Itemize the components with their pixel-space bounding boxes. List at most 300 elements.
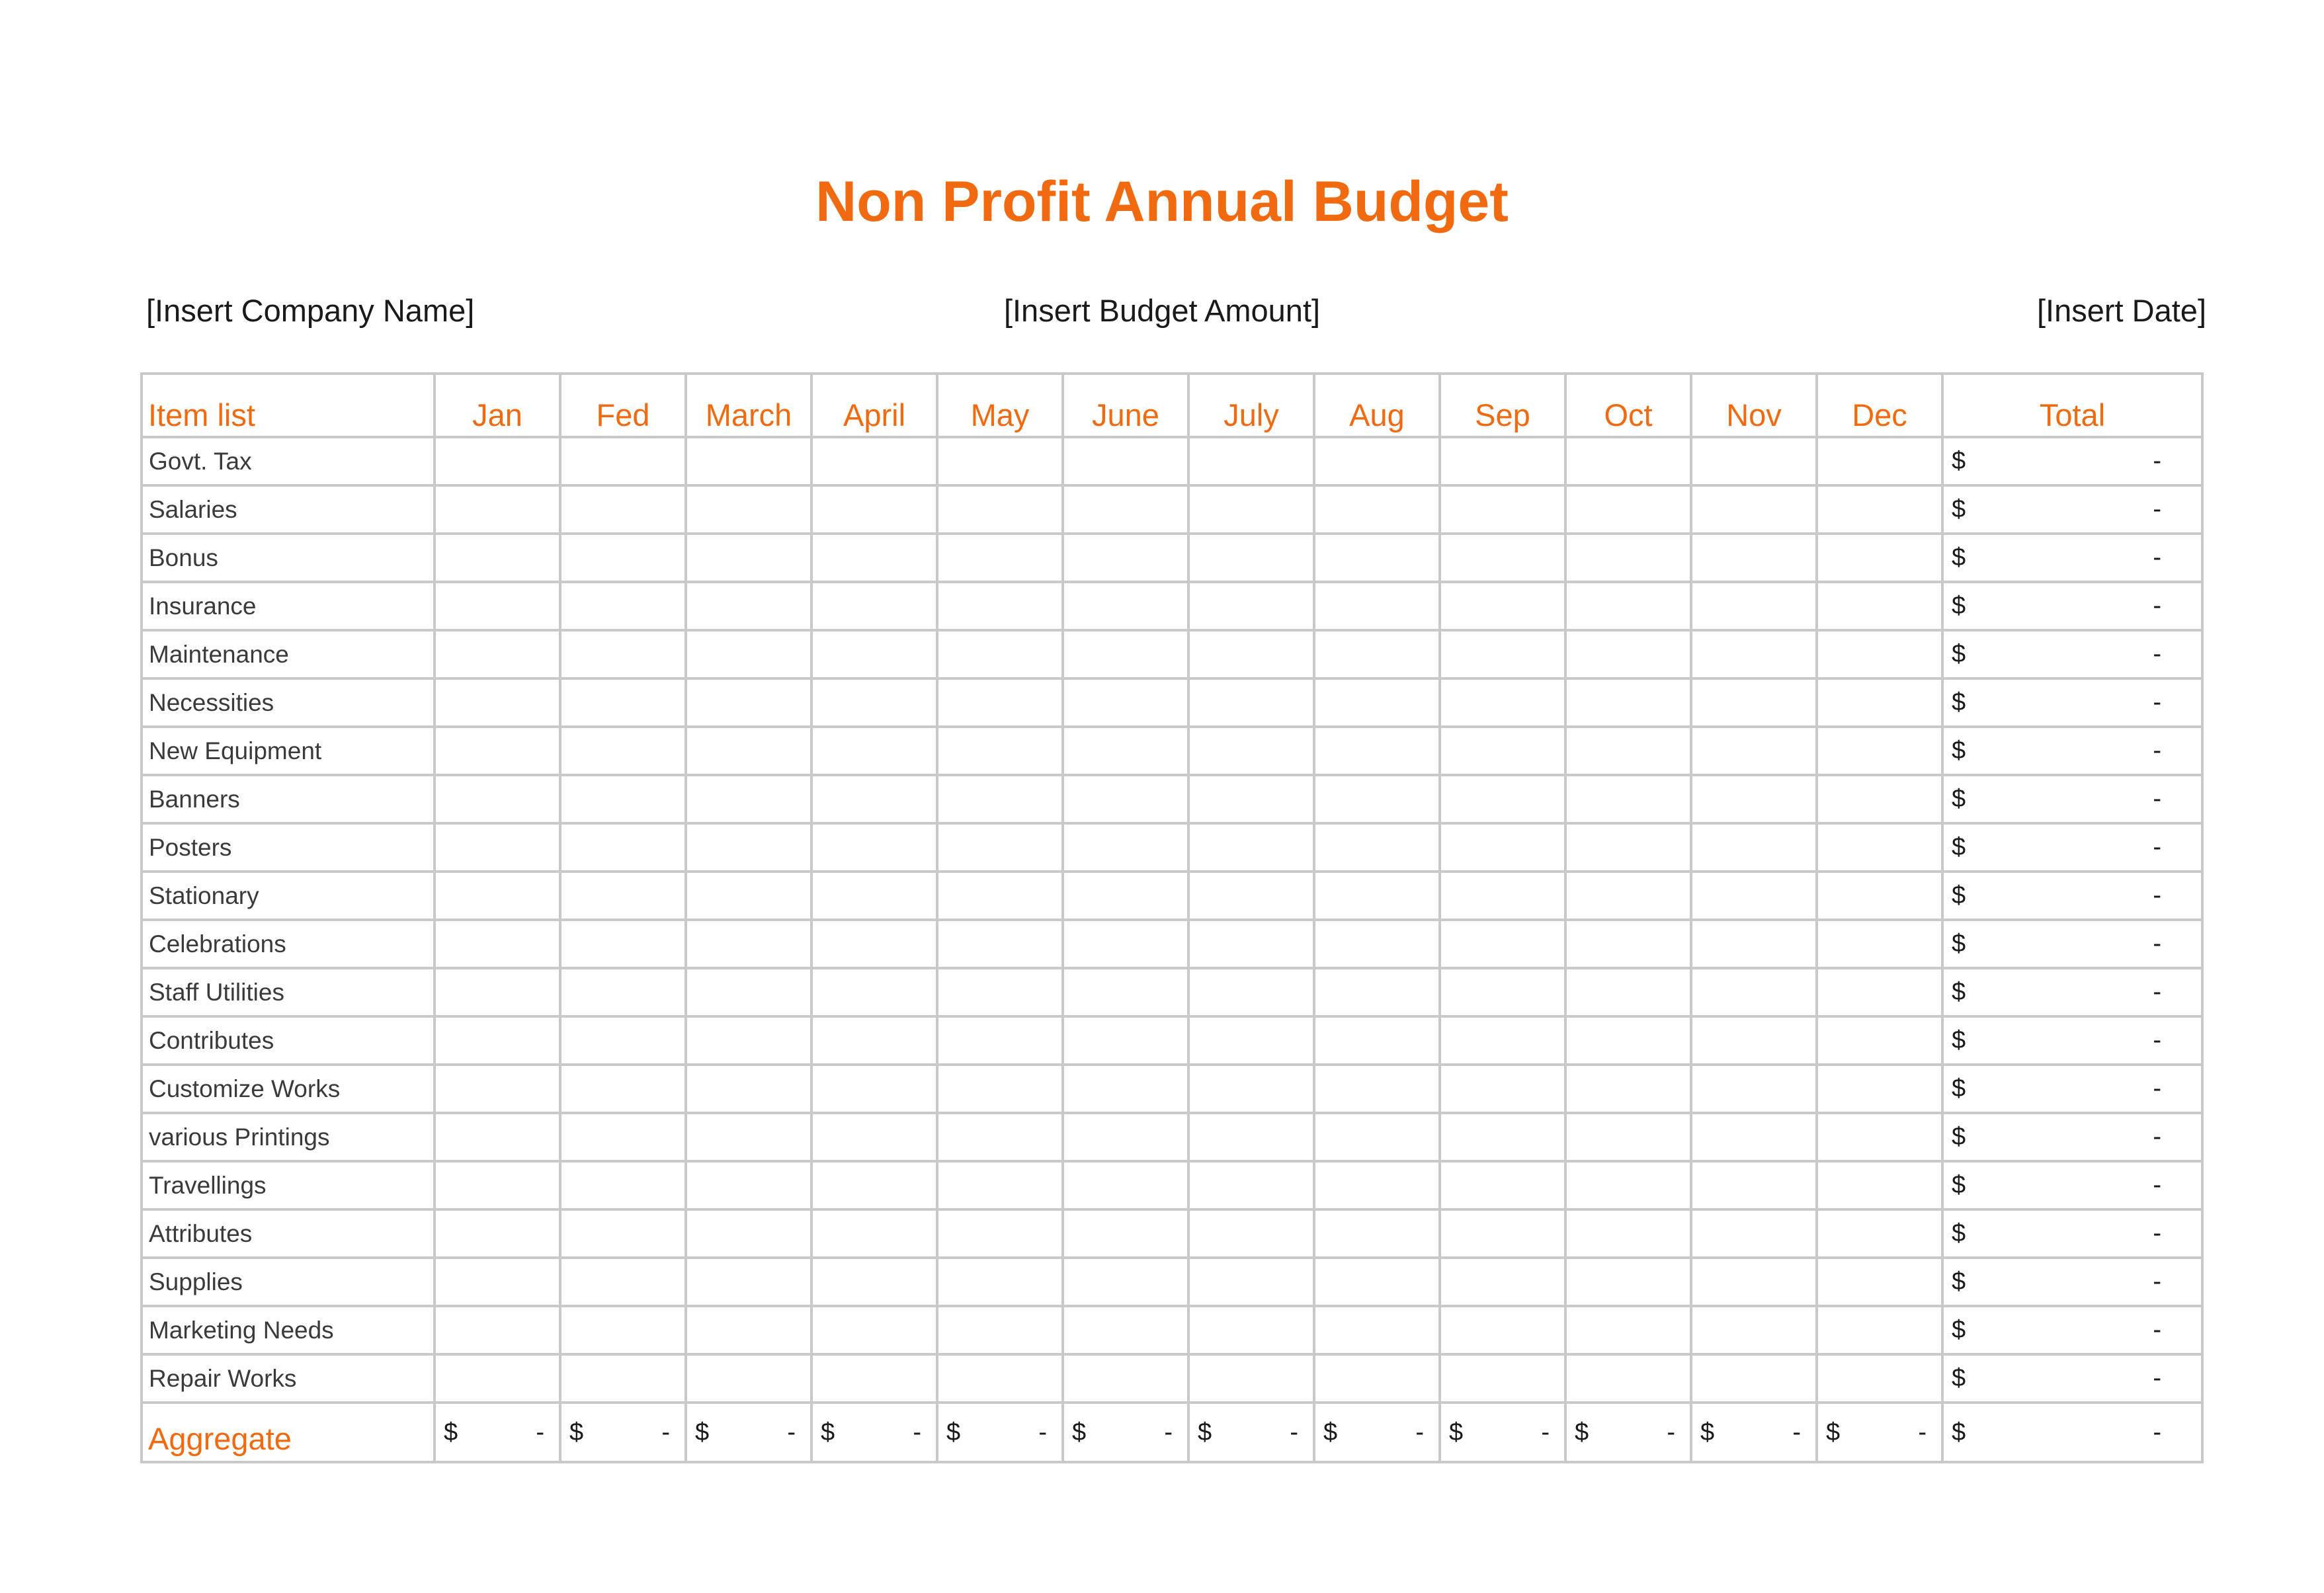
total-cell[interactable] xyxy=(1942,823,2202,872)
month-value-cell[interactable] xyxy=(937,1113,1063,1161)
month-value-cell[interactable] xyxy=(1440,1354,1565,1403)
month-value-cell[interactable] xyxy=(1188,727,1314,775)
month-value-cell[interactable] xyxy=(1063,1065,1188,1113)
month-value-cell[interactable] xyxy=(1188,775,1314,823)
month-value-cell[interactable] xyxy=(435,1354,560,1403)
month-value-cell[interactable] xyxy=(1565,1354,1691,1403)
month-value-cell[interactable] xyxy=(937,1065,1063,1113)
month-value-cell[interactable] xyxy=(1565,1113,1691,1161)
month-value-cell[interactable] xyxy=(560,727,686,775)
month-value-cell[interactable] xyxy=(435,1258,560,1306)
currency-symbol: $ xyxy=(1952,1171,1966,1199)
month-value-cell[interactable] xyxy=(1691,1113,1817,1161)
month-value-cell[interactable] xyxy=(811,727,937,775)
month-value-cell[interactable] xyxy=(435,823,560,872)
month-value-cell[interactable] xyxy=(1440,1016,1565,1065)
month-value-cell[interactable] xyxy=(1565,630,1691,678)
month-value-cell[interactable] xyxy=(1817,1209,1942,1258)
currency-symbol: $ xyxy=(1952,640,1966,668)
month-value-cell[interactable] xyxy=(937,872,1063,920)
month-value-cell[interactable] xyxy=(1440,630,1565,678)
month-value-cell[interactable] xyxy=(937,582,1063,630)
header-row xyxy=(142,374,2202,437)
month-value-cell[interactable] xyxy=(1691,485,1817,534)
month-value-cell[interactable] xyxy=(1691,437,1817,485)
aggregate-month-cell[interactable] xyxy=(1565,1403,1691,1462)
month-value-cell[interactable] xyxy=(435,1306,560,1354)
month-value-cell[interactable] xyxy=(1440,775,1565,823)
month-value-cell[interactable] xyxy=(1314,534,1440,582)
month-value-cell[interactable] xyxy=(1063,630,1188,678)
column-header-month: Oct xyxy=(1565,374,1691,437)
currency-value xyxy=(1315,1418,1438,1447)
month-value-cell[interactable] xyxy=(1817,1258,1942,1306)
month-value-cell[interactable] xyxy=(435,775,560,823)
month-value-cell[interactable] xyxy=(1565,1161,1691,1209)
month-value-cell[interactable] xyxy=(1314,1161,1440,1209)
total-cell[interactable] xyxy=(1942,630,2202,678)
currency-symbol: $ xyxy=(1952,785,1966,813)
month-value-cell[interactable] xyxy=(560,1065,686,1113)
month-value-cell[interactable] xyxy=(937,485,1063,534)
month-value-cell[interactable] xyxy=(686,1306,811,1354)
total-cell[interactable] xyxy=(1942,1161,2202,1209)
month-value-cell[interactable] xyxy=(1440,823,1565,872)
month-value-cell[interactable] xyxy=(1691,823,1817,872)
total-cell[interactable] xyxy=(1942,920,2202,968)
month-value-cell[interactable] xyxy=(1817,920,1942,968)
month-value-cell[interactable] xyxy=(811,968,937,1016)
total-cell[interactable] xyxy=(1942,1113,2202,1161)
month-value-cell[interactable] xyxy=(1817,678,1942,727)
month-value-cell[interactable] xyxy=(811,920,937,968)
month-value-cell[interactable] xyxy=(686,920,811,968)
aggregate-month-cell[interactable] xyxy=(435,1403,560,1462)
month-value-cell[interactable] xyxy=(1565,920,1691,968)
month-value-cell[interactable] xyxy=(1063,1161,1188,1209)
month-value-cell[interactable] xyxy=(1691,1065,1817,1113)
month-value-cell[interactable] xyxy=(937,727,1063,775)
month-value-cell[interactable] xyxy=(1817,1113,1942,1161)
month-value-cell[interactable] xyxy=(1691,1161,1817,1209)
month-value-cell[interactable] xyxy=(937,1016,1063,1065)
currency-symbol: $ xyxy=(1952,1219,1966,1247)
month-value-cell[interactable] xyxy=(1188,968,1314,1016)
month-value-cell[interactable] xyxy=(1188,534,1314,582)
month-value-cell[interactable] xyxy=(1063,1354,1188,1403)
month-value-cell[interactable] xyxy=(560,485,686,534)
month-value-cell[interactable] xyxy=(1188,1161,1314,1209)
month-value-cell[interactable] xyxy=(686,1258,811,1306)
total-cell[interactable] xyxy=(1942,727,2202,775)
month-value-cell[interactable] xyxy=(937,823,1063,872)
month-value-cell[interactable] xyxy=(1188,920,1314,968)
aggregate-month-cell[interactable] xyxy=(1063,1403,1188,1462)
month-value-cell[interactable] xyxy=(1188,485,1314,534)
month-value-cell[interactable] xyxy=(1691,534,1817,582)
month-value-cell[interactable] xyxy=(686,630,811,678)
month-value-cell[interactable] xyxy=(1565,1306,1691,1354)
month-value-cell[interactable] xyxy=(1817,534,1942,582)
month-value-cell[interactable] xyxy=(435,437,560,485)
month-value-cell[interactable] xyxy=(1188,1113,1314,1161)
currency-amount: - xyxy=(2153,592,2161,620)
month-value-cell[interactable] xyxy=(1188,437,1314,485)
aggregate-month-cell[interactable] xyxy=(1817,1403,1942,1462)
month-value-cell[interactable] xyxy=(560,678,686,727)
month-value-cell[interactable] xyxy=(1063,534,1188,582)
total-cell[interactable] xyxy=(1942,1016,2202,1065)
month-value-cell[interactable] xyxy=(1314,1258,1440,1306)
month-value-cell[interactable] xyxy=(686,727,811,775)
month-value-cell[interactable] xyxy=(1063,437,1188,485)
month-value-cell[interactable] xyxy=(1565,823,1691,872)
month-value-cell[interactable] xyxy=(1063,678,1188,727)
month-value-cell[interactable] xyxy=(686,872,811,920)
aggregate-total-cell[interactable] xyxy=(1942,1403,2202,1462)
total-cell[interactable] xyxy=(1942,872,2202,920)
month-value-cell[interactable] xyxy=(1565,968,1691,1016)
month-value-cell[interactable] xyxy=(1691,582,1817,630)
month-value-cell[interactable] xyxy=(1314,823,1440,872)
month-value-cell[interactable] xyxy=(1565,872,1691,920)
month-value-cell[interactable] xyxy=(435,1016,560,1065)
total-cell[interactable] xyxy=(1942,534,2202,582)
month-value-cell[interactable] xyxy=(1063,1016,1188,1065)
month-value-cell[interactable] xyxy=(1817,437,1942,485)
month-value-cell[interactable] xyxy=(1565,775,1691,823)
month-value-cell[interactable] xyxy=(1817,872,1942,920)
month-value-cell[interactable] xyxy=(686,1161,811,1209)
month-value-cell[interactable] xyxy=(1817,1306,1942,1354)
month-value-cell[interactable] xyxy=(1188,1258,1314,1306)
month-value-cell[interactable] xyxy=(686,678,811,727)
month-value-cell[interactable] xyxy=(1063,485,1188,534)
month-value-cell[interactable] xyxy=(686,775,811,823)
month-value-cell[interactable] xyxy=(435,534,560,582)
month-value-cell[interactable] xyxy=(686,823,811,872)
month-value-cell[interactable] xyxy=(937,775,1063,823)
month-value-cell[interactable] xyxy=(560,1016,686,1065)
month-value-cell[interactable] xyxy=(1565,1065,1691,1113)
month-value-cell[interactable] xyxy=(811,1354,937,1403)
currency-value xyxy=(1944,592,2201,620)
table-row xyxy=(142,1258,2202,1306)
currency-amount: - xyxy=(1918,1418,1927,1446)
month-value-cell[interactable] xyxy=(1565,1209,1691,1258)
month-value-cell[interactable] xyxy=(686,968,811,1016)
month-value-cell[interactable] xyxy=(1188,1209,1314,1258)
month-value-cell[interactable] xyxy=(811,534,937,582)
month-value-cell[interactable] xyxy=(1817,582,1942,630)
month-value-cell[interactable] xyxy=(937,678,1063,727)
month-value-cell[interactable] xyxy=(560,582,686,630)
month-value-cell[interactable] xyxy=(1440,582,1565,630)
month-value-cell[interactable] xyxy=(1691,775,1817,823)
month-value-cell[interactable] xyxy=(1691,1016,1817,1065)
month-value-cell[interactable] xyxy=(686,1209,811,1258)
month-value-cell[interactable] xyxy=(1817,1016,1942,1065)
month-value-cell[interactable] xyxy=(1063,1209,1188,1258)
month-value-cell[interactable] xyxy=(1691,1306,1817,1354)
month-value-cell[interactable] xyxy=(1691,1354,1817,1403)
month-value-cell[interactable] xyxy=(435,1161,560,1209)
month-value-cell[interactable] xyxy=(1188,630,1314,678)
month-value-cell[interactable] xyxy=(1063,727,1188,775)
month-value-cell[interactable] xyxy=(811,823,937,872)
month-value-cell[interactable] xyxy=(560,968,686,1016)
month-value-cell[interactable] xyxy=(1565,485,1691,534)
month-value-cell[interactable] xyxy=(811,1258,937,1306)
month-value-cell[interactable] xyxy=(560,630,686,678)
total-cell[interactable] xyxy=(1942,1209,2202,1258)
company-name-placeholder[interactable]: [Insert Company Name] xyxy=(146,293,475,328)
month-value-cell[interactable] xyxy=(435,1065,560,1113)
month-value-cell[interactable] xyxy=(1817,1161,1942,1209)
table-row xyxy=(142,1016,2202,1065)
month-value-cell[interactable] xyxy=(686,1065,811,1113)
month-value-cell[interactable] xyxy=(811,872,937,920)
month-value-cell[interactable] xyxy=(1817,823,1942,872)
month-value-cell[interactable] xyxy=(1691,1209,1817,1258)
aggregate-month-cell[interactable] xyxy=(937,1403,1063,1462)
month-value-cell[interactable] xyxy=(1440,485,1565,534)
month-value-cell[interactable] xyxy=(1565,678,1691,727)
aggregate-month-cell[interactable] xyxy=(1188,1403,1314,1462)
month-value-cell[interactable] xyxy=(1063,582,1188,630)
month-value-cell[interactable] xyxy=(1188,582,1314,630)
month-value-cell[interactable] xyxy=(811,1209,937,1258)
month-value-cell[interactable] xyxy=(1440,872,1565,920)
currency-amount: - xyxy=(1290,1418,1298,1446)
month-value-cell[interactable] xyxy=(1691,630,1817,678)
month-value-cell[interactable] xyxy=(811,1016,937,1065)
month-value-cell[interactable] xyxy=(937,1258,1063,1306)
month-value-cell[interactable] xyxy=(560,1113,686,1161)
month-value-cell[interactable] xyxy=(1565,534,1691,582)
month-value-cell[interactable] xyxy=(1314,1016,1440,1065)
month-value-cell[interactable] xyxy=(937,1161,1063,1209)
month-value-cell[interactable] xyxy=(811,678,937,727)
month-value-cell[interactable] xyxy=(1063,1306,1188,1354)
month-value-cell[interactable] xyxy=(1565,727,1691,775)
currency-amount: - xyxy=(2153,1316,2161,1344)
month-value-cell[interactable] xyxy=(1314,920,1440,968)
month-value-cell[interactable] xyxy=(1314,1354,1440,1403)
month-value-cell[interactable] xyxy=(1063,968,1188,1016)
month-value-cell[interactable] xyxy=(811,437,937,485)
month-value-cell[interactable] xyxy=(811,775,937,823)
month-value-cell[interactable] xyxy=(1691,968,1817,1016)
month-value-cell[interactable] xyxy=(686,485,811,534)
month-value-cell[interactable] xyxy=(1817,727,1942,775)
month-value-cell[interactable] xyxy=(1188,872,1314,920)
month-value-cell[interactable] xyxy=(1440,920,1565,968)
month-value-cell[interactable] xyxy=(1063,823,1188,872)
month-value-cell[interactable] xyxy=(811,1306,937,1354)
month-value-cell[interactable] xyxy=(1314,485,1440,534)
month-value-cell[interactable] xyxy=(1565,1258,1691,1306)
aggregate-month-cell[interactable] xyxy=(1440,1403,1565,1462)
month-value-cell[interactable] xyxy=(1440,678,1565,727)
budget-amount-placeholder[interactable]: [Insert Budget Amount] xyxy=(1003,293,1321,328)
month-value-cell[interactable] xyxy=(1440,1258,1565,1306)
month-value-cell[interactable] xyxy=(1314,582,1440,630)
month-value-cell[interactable] xyxy=(560,437,686,485)
month-value-cell[interactable] xyxy=(811,485,937,534)
total-cell[interactable] xyxy=(1942,1258,2202,1306)
month-value-cell[interactable] xyxy=(1188,1016,1314,1065)
month-value-cell[interactable] xyxy=(1314,437,1440,485)
month-value-cell[interactable] xyxy=(686,1354,811,1403)
month-value-cell[interactable] xyxy=(560,872,686,920)
month-value-cell[interactable] xyxy=(1314,678,1440,727)
total-cell[interactable] xyxy=(1942,775,2202,823)
month-value-cell[interactable] xyxy=(811,1161,937,1209)
month-value-cell[interactable] xyxy=(1440,1209,1565,1258)
total-cell[interactable] xyxy=(1942,485,2202,534)
total-cell[interactable] xyxy=(1942,1354,2202,1403)
month-value-cell[interactable] xyxy=(1440,1065,1565,1113)
aggregate-label: Aggregate xyxy=(142,1403,435,1462)
month-value-cell[interactable] xyxy=(435,678,560,727)
month-value-cell[interactable] xyxy=(560,1306,686,1354)
month-value-cell[interactable] xyxy=(435,630,560,678)
total-cell[interactable] xyxy=(1942,678,2202,727)
month-value-cell[interactable] xyxy=(937,920,1063,968)
month-value-cell[interactable] xyxy=(937,534,1063,582)
month-value-cell[interactable] xyxy=(1817,630,1942,678)
aggregate-month-cell[interactable] xyxy=(686,1403,811,1462)
currency-amount: - xyxy=(2153,833,2161,861)
month-value-cell[interactable] xyxy=(1691,678,1817,727)
month-value-cell[interactable] xyxy=(560,1209,686,1258)
month-value-cell[interactable] xyxy=(811,1065,937,1113)
month-value-cell[interactable] xyxy=(435,1113,560,1161)
month-value-cell[interactable] xyxy=(435,968,560,1016)
month-value-cell[interactable] xyxy=(1691,920,1817,968)
month-value-cell[interactable] xyxy=(937,630,1063,678)
month-value-cell[interactable] xyxy=(435,872,560,920)
month-value-cell[interactable] xyxy=(1817,1065,1942,1113)
aggregate-month-cell[interactable] xyxy=(560,1403,686,1462)
month-value-cell[interactable] xyxy=(1817,485,1942,534)
aggregate-month-cell[interactable] xyxy=(1691,1403,1817,1462)
month-value-cell[interactable] xyxy=(1817,968,1942,1016)
month-value-cell[interactable] xyxy=(1063,1258,1188,1306)
month-value-cell[interactable] xyxy=(1565,437,1691,485)
month-value-cell[interactable] xyxy=(1314,727,1440,775)
month-value-cell[interactable] xyxy=(1314,968,1440,1016)
month-value-cell[interactable] xyxy=(686,1016,811,1065)
currency-symbol: $ xyxy=(1952,592,1966,620)
month-value-cell[interactable] xyxy=(1817,775,1942,823)
total-cell[interactable] xyxy=(1942,1065,2202,1113)
month-value-cell[interactable] xyxy=(435,920,560,968)
month-value-cell[interactable] xyxy=(1188,1354,1314,1403)
month-value-cell[interactable] xyxy=(1314,1209,1440,1258)
month-value-cell[interactable] xyxy=(686,534,811,582)
month-value-cell[interactable] xyxy=(937,1354,1063,1403)
month-value-cell[interactable] xyxy=(435,582,560,630)
month-value-cell[interactable] xyxy=(1188,1065,1314,1113)
currency-amount: - xyxy=(2153,881,2161,909)
month-value-cell[interactable] xyxy=(1691,727,1817,775)
month-value-cell[interactable] xyxy=(560,775,686,823)
currency-amount: - xyxy=(536,1418,544,1446)
month-value-cell[interactable] xyxy=(937,1209,1063,1258)
month-value-cell[interactable] xyxy=(560,534,686,582)
total-cell[interactable] xyxy=(1942,582,2202,630)
month-value-cell[interactable] xyxy=(1440,727,1565,775)
month-value-cell[interactable] xyxy=(1314,1113,1440,1161)
month-value-cell[interactable] xyxy=(937,968,1063,1016)
total-cell[interactable] xyxy=(1942,968,2202,1016)
month-value-cell[interactable] xyxy=(1565,1016,1691,1065)
month-value-cell[interactable] xyxy=(560,920,686,968)
month-value-cell[interactable] xyxy=(1817,1354,1942,1403)
month-value-cell[interactable] xyxy=(811,630,937,678)
date-placeholder[interactable]: [Insert Date] xyxy=(2037,293,2206,328)
month-value-cell[interactable] xyxy=(435,485,560,534)
month-value-cell[interactable] xyxy=(1440,437,1565,485)
month-value-cell[interactable] xyxy=(1314,1065,1440,1113)
month-value-cell[interactable] xyxy=(811,582,937,630)
month-value-cell[interactable] xyxy=(1440,1161,1565,1209)
month-value-cell[interactable] xyxy=(686,437,811,485)
month-value-cell[interactable] xyxy=(1314,872,1440,920)
month-value-cell[interactable] xyxy=(1440,1113,1565,1161)
month-value-cell[interactable] xyxy=(1314,775,1440,823)
month-value-cell[interactable] xyxy=(1314,630,1440,678)
item-label: New Equipment xyxy=(142,727,435,775)
month-value-cell[interactable] xyxy=(1188,1306,1314,1354)
aggregate-month-cell[interactable] xyxy=(811,1403,937,1462)
table-row xyxy=(142,1209,2202,1258)
month-value-cell[interactable] xyxy=(937,1306,1063,1354)
month-value-cell[interactable] xyxy=(686,1113,811,1161)
currency-value xyxy=(1944,1123,2201,1151)
total-cell[interactable] xyxy=(1942,1306,2202,1354)
month-value-cell[interactable] xyxy=(1063,920,1188,968)
month-value-cell[interactable] xyxy=(1440,968,1565,1016)
month-value-cell[interactable] xyxy=(686,582,811,630)
month-value-cell[interactable] xyxy=(1188,678,1314,727)
month-value-cell[interactable] xyxy=(1063,872,1188,920)
month-value-cell[interactable] xyxy=(1063,1113,1188,1161)
month-value-cell[interactable] xyxy=(1314,1306,1440,1354)
month-value-cell[interactable] xyxy=(1440,534,1565,582)
month-value-cell[interactable] xyxy=(560,1258,686,1306)
currency-symbol: $ xyxy=(1198,1418,1212,1446)
month-value-cell[interactable] xyxy=(435,727,560,775)
currency-symbol: $ xyxy=(1952,1026,1966,1054)
month-value-cell[interactable] xyxy=(811,1113,937,1161)
month-value-cell[interactable] xyxy=(937,437,1063,485)
month-value-cell[interactable] xyxy=(560,1161,686,1209)
month-value-cell[interactable] xyxy=(1565,582,1691,630)
month-value-cell[interactable] xyxy=(435,1209,560,1258)
month-value-cell[interactable] xyxy=(1440,1306,1565,1354)
month-value-cell[interactable] xyxy=(1063,775,1188,823)
month-value-cell[interactable] xyxy=(560,1354,686,1403)
month-value-cell[interactable] xyxy=(1691,872,1817,920)
month-value-cell[interactable] xyxy=(1691,1258,1817,1306)
aggregate-month-cell[interactable] xyxy=(1314,1403,1440,1462)
month-value-cell[interactable] xyxy=(560,823,686,872)
total-cell[interactable] xyxy=(1942,437,2202,485)
month-value-cell[interactable] xyxy=(1188,823,1314,872)
